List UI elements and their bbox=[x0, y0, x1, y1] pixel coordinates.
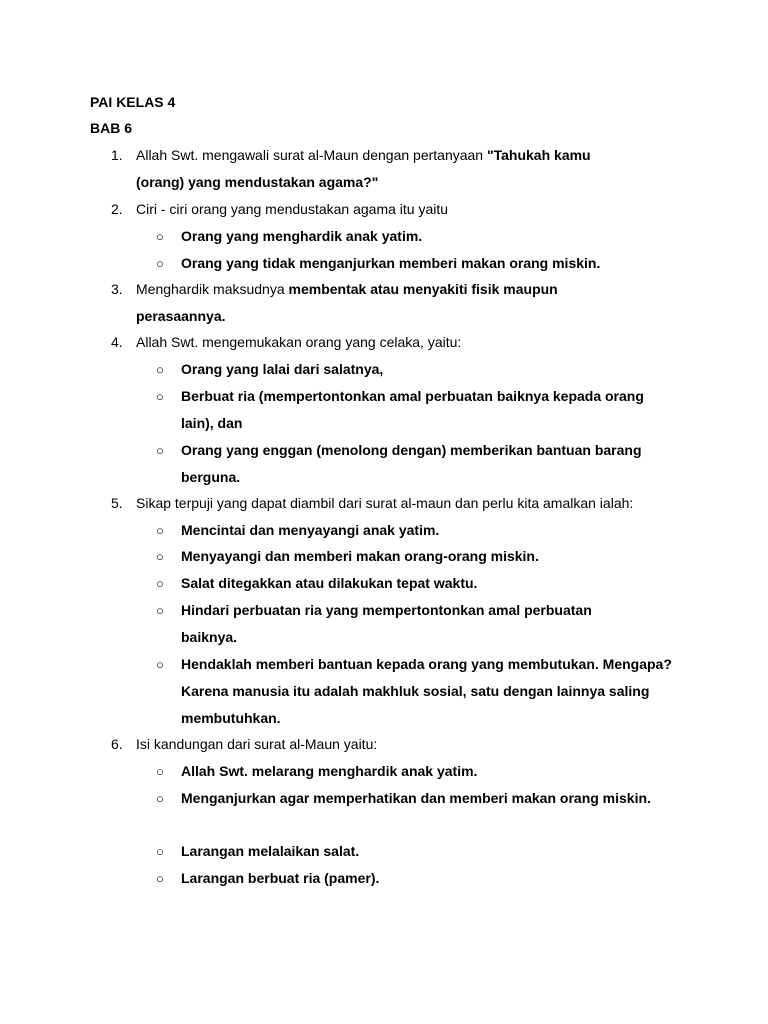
bullet-marker: ○ bbox=[156, 523, 164, 538]
bullet-text: Menyayangi dan memberi makan orang-orang miskin. bbox=[181, 548, 539, 564]
bullet-marker: ○ bbox=[156, 791, 164, 806]
list-item-text: Isi kandungan dari surat al-Maun yaitu: bbox=[136, 736, 378, 752]
bullet-text: Salat ditegakkan atau dilakukan tepat waktu. bbox=[181, 575, 478, 591]
bullet-marker: ○ bbox=[156, 603, 164, 618]
bullet-text: Berbuat ria (mempertontonkan amal perbuatan baiknya kepada orang lain), dan bbox=[181, 388, 644, 431]
chapter-heading: BAB 6 bbox=[90, 120, 133, 136]
bullet-text: Orang yang tidak menganjurkan memberi makan orang miskin. bbox=[181, 255, 601, 271]
bullet-text: Hendaklah memberi bantuan kepada orang yang membutukan. Mengapa? Karena manusia itu adalah makhluk sosial, satu dengan lainnya saling membutuhkan. bbox=[181, 656, 672, 726]
bullet-text: Menganjurkan agar memperhatikan dan memberi makan orang miskin. bbox=[181, 790, 651, 806]
bullet-marker: ○ bbox=[156, 657, 164, 672]
list-number: 5. bbox=[111, 495, 123, 511]
bullet-text: Orang yang lalai dari salatnya, bbox=[181, 361, 384, 377]
bullet-marker: ○ bbox=[156, 549, 164, 564]
bullet-marker: ○ bbox=[156, 764, 164, 779]
bullet-text: Hindari perbuatan ria yang mempertontonkan amal perbuatan baiknya. bbox=[181, 602, 592, 645]
bullet-marker: ○ bbox=[156, 443, 164, 458]
document-heading: PAI KELAS 4 bbox=[90, 94, 176, 110]
list-item-text bbox=[136, 276, 596, 330]
bullet-text: Larangan melalaikan salat. bbox=[181, 843, 360, 859]
list-item-text bbox=[136, 142, 636, 196]
bullet-text: Mencintai dan menyayangi anak yatim. bbox=[181, 522, 440, 538]
list-number: 4. bbox=[111, 334, 123, 350]
list-number: 3. bbox=[111, 281, 123, 297]
bullet-marker: ○ bbox=[156, 844, 164, 859]
bullet-text: Orang yang menghardik anak yatim. bbox=[181, 228, 423, 244]
list-item-text: Ciri - ciri orang yang mendustakan agama itu yaitu bbox=[136, 201, 449, 217]
list-number: 1. bbox=[111, 147, 123, 163]
bullet-marker: ○ bbox=[156, 871, 164, 886]
bullet-text: Allah Swt. melarang menghardik anak yatim. bbox=[181, 763, 478, 779]
item-text-bold: "Tahukah kamu (orang) yang mendustakan agama?" bbox=[136, 147, 591, 190]
bullet-marker: ○ bbox=[156, 256, 164, 271]
list-item-text: Sikap terpuji yang dapat diambil dari surat al-maun dan perlu kita amalkan ialah: bbox=[136, 495, 634, 511]
bullet-marker: ○ bbox=[156, 362, 164, 377]
item-text-normal: Menghardik maksudnya bbox=[136, 281, 289, 297]
bullet-text: Larangan berbuat ria (pamer). bbox=[181, 870, 380, 886]
item-text-normal: Allah Swt. mengawali surat al-Maun dengan pertanyaan bbox=[136, 147, 487, 163]
list-item-text: Allah Swt. mengemukakan orang yang celaka, yaitu: bbox=[136, 334, 462, 350]
list-number: 6. bbox=[111, 736, 123, 752]
bullet-text: Orang yang enggan (menolong dengan) memberikan bantuan barang berguna. bbox=[181, 442, 642, 485]
list-number: 2. bbox=[111, 201, 123, 217]
bullet-marker: ○ bbox=[156, 389, 164, 404]
bullet-marker: ○ bbox=[156, 229, 164, 244]
item-text-bold: membentak atau menyakiti fisik maupun perasaannya. bbox=[136, 281, 558, 324]
bullet-marker: ○ bbox=[156, 576, 164, 591]
